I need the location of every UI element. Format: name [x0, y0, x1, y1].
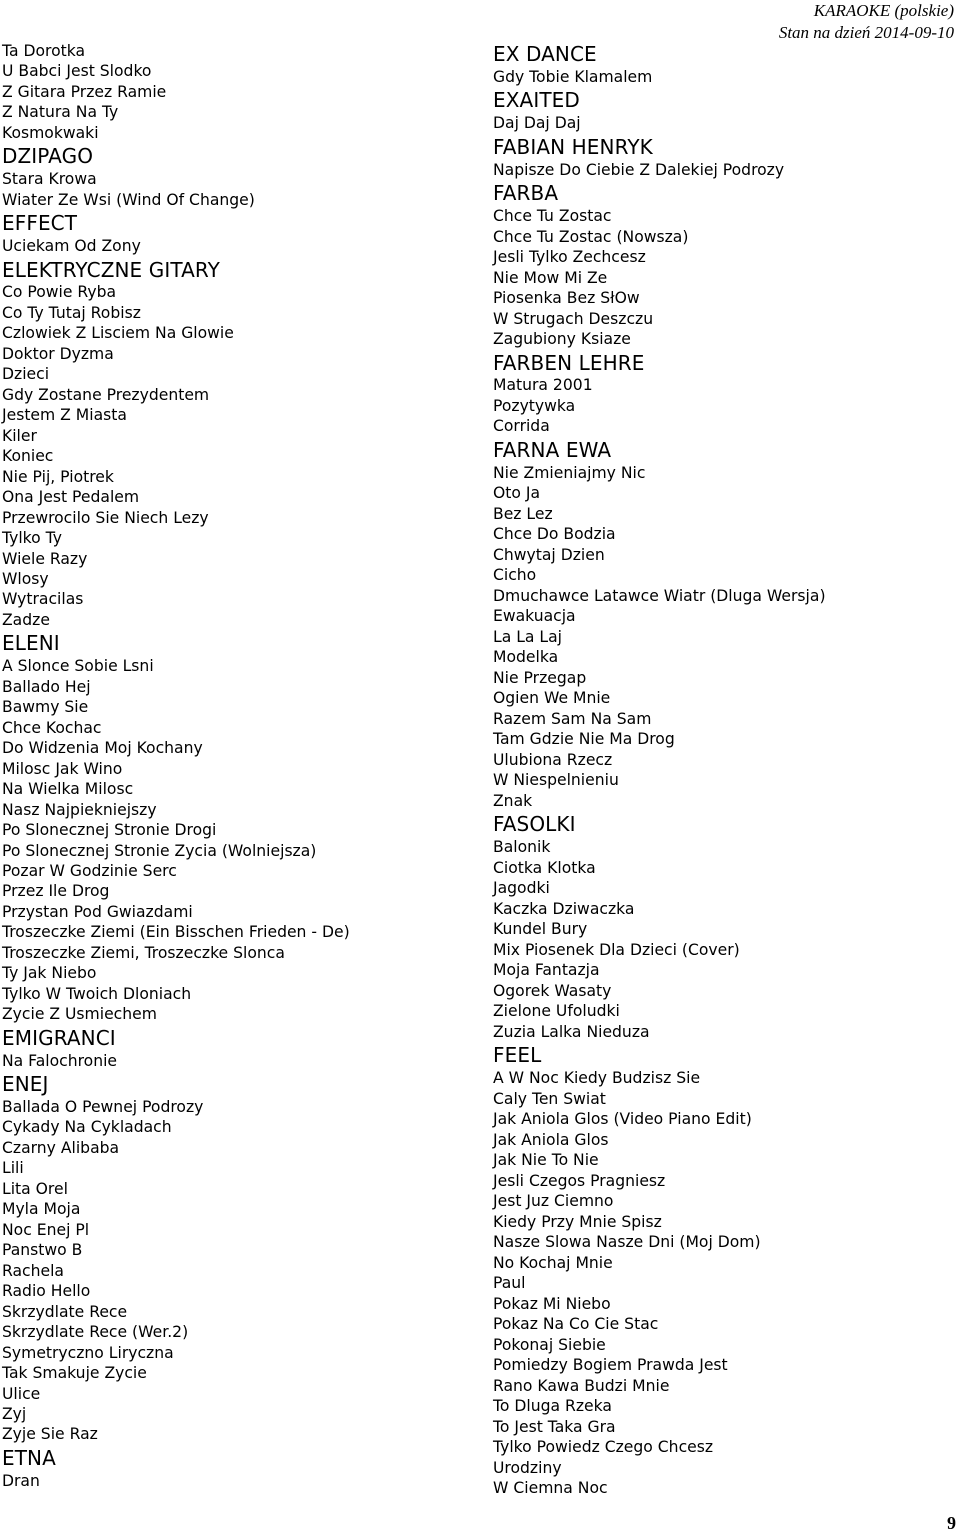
song-title: Nie Przegap	[493, 668, 587, 687]
song-title: Kaczka Dziwaczka	[493, 899, 635, 918]
song-title: Czarny Alibaba	[2, 1138, 120, 1157]
song-title: Kundel Bury	[493, 920, 588, 939]
song-title: Stara Krowa	[2, 170, 97, 189]
song-title: Ulice	[2, 1384, 41, 1403]
artist-heading: FASOLKI	[493, 812, 576, 837]
song-title: Z Natura Na Ty	[2, 103, 119, 122]
song-title: Rano Kawa Budzi Mnie	[493, 1376, 670, 1395]
song-title: W Niespelnieniu	[493, 771, 619, 790]
song-title: Pozar W Godzinie Serc	[2, 861, 177, 880]
song-title: Napisze Do Ciebie Z Dalekiej Podrozy	[493, 160, 785, 179]
song-title: Ewakuacja	[493, 607, 576, 626]
song-title: Co Ty Tutaj Robisz	[2, 303, 141, 322]
right-column	[493, 41, 953, 1499]
song-title: Zadze	[2, 610, 50, 629]
song-title: Zielone Ufoludki	[493, 1002, 620, 1021]
song-title: Ballado Hej	[2, 677, 91, 696]
song-title: Przez Ile Drog	[2, 882, 110, 901]
song-title: Jak Aniola Glos (Video Piano Edit)	[493, 1110, 752, 1129]
song-title: Nie Zmieniajmy Nic	[493, 463, 646, 482]
artist-heading: EMIGRANCI	[2, 1025, 116, 1050]
song-title: Paul	[493, 1274, 526, 1293]
song-title: Cicho	[493, 566, 537, 585]
song-title: Wytracilas	[2, 590, 84, 609]
song-title: Tak Smakuje Zycie	[2, 1364, 147, 1383]
song-title: Skrzydlate Rece	[2, 1302, 128, 1321]
song-title: Lili	[2, 1159, 24, 1178]
song-title: Skrzydlate Rece (Wer.2)	[2, 1323, 189, 1342]
song-title: Radio Hello	[2, 1282, 91, 1301]
artist-heading: EXAITED	[493, 88, 580, 113]
song-title: Tylko Powiedz Czego Chcesz	[493, 1438, 714, 1457]
song-title: Z Gitara Przez Ramie	[2, 82, 167, 101]
song-title: Na Wielka Milosc	[2, 780, 134, 799]
left-column	[2, 41, 472, 1491]
song-title: Zagubiony Ksiaze	[493, 330, 631, 349]
artist-heading: DZIPAGO	[2, 144, 94, 169]
song-title: To Dluga Rzeka	[493, 1397, 612, 1416]
song-title: Przewrocilo Sie Niech Lezy	[2, 508, 209, 527]
song-title: Chwytaj Dzien	[493, 545, 605, 564]
song-title: Pomiedzy Bogiem Prawda Jest	[493, 1356, 728, 1375]
song-title: W Ciemna Noc	[493, 1479, 608, 1498]
song-title: Jak Aniola Glos	[493, 1130, 609, 1149]
song-title: Do Widzenia Moj Kochany	[2, 739, 203, 758]
song-title: Myla Moja	[2, 1200, 81, 1219]
song-title: Cykady Na Cykladach	[2, 1118, 172, 1137]
song-title: Doktor Dyzma	[2, 344, 114, 363]
song-title: To Jest Taka Gra	[493, 1417, 616, 1436]
song-title: Bawmy Sie	[2, 698, 89, 717]
artist-heading: EX DANCE	[493, 42, 597, 66]
song-title: Jak Nie To Nie	[493, 1151, 599, 1170]
song-title: Czlowiek Z Lisciem Na Glowie	[2, 324, 234, 343]
artist-heading: ETNA	[2, 1445, 56, 1470]
song-title: La La Laj	[493, 627, 562, 646]
song-title: Koniec	[2, 447, 54, 466]
song-title: Gdy Zostane Prezydentem	[2, 385, 210, 404]
song-title: Ty Jak Niebo	[2, 964, 97, 983]
artist-heading: FARBEN LEHRE	[493, 350, 645, 375]
song-title: Chce Tu Zostac	[493, 207, 612, 226]
song-title: Nie Mow Mi Ze	[493, 268, 608, 287]
song-title: No Kochaj Mnie	[493, 1253, 613, 1272]
song-title: Ogorek Wasaty	[493, 981, 612, 1000]
song-title: Pokonaj Siebie	[493, 1335, 606, 1354]
song-title: Ta Dorotka	[2, 42, 86, 60]
song-title: Ona Jest Pedalem	[2, 488, 140, 507]
song-title: U Babci Jest Slodko	[2, 62, 152, 81]
song-title: Jagodki	[493, 879, 550, 898]
header-date: Stan na dzień 2014-09-10	[778, 23, 954, 42]
song-title: Jesli Czegos Pragniesz	[493, 1171, 666, 1190]
song-title: Po Slonecznej Stronie Zycia (Wolniejsza)	[2, 841, 317, 860]
artist-heading: EFFECT	[2, 211, 78, 236]
song-title: Kosmokwaki	[2, 123, 99, 142]
song-title: Chce Kochac	[2, 718, 102, 737]
song-title: Dmuchawce Latawce Wiatr (Dluga Wersja)	[493, 586, 826, 605]
song-title: Nie Pij, Piotrek	[2, 467, 114, 486]
song-title: Urodziny	[493, 1458, 562, 1477]
song-title: Panstwo B	[2, 1241, 83, 1260]
song-title: Ciotka Klotka	[493, 858, 596, 877]
song-title: Pokaz Na Co Cie Stac	[493, 1315, 659, 1334]
song-title: Ballada O Pewnej Podrozy	[2, 1097, 204, 1116]
song-title: Lita Orel	[2, 1179, 68, 1198]
song-title: Milosc Jak Wino	[2, 759, 123, 778]
song-title: Dran	[2, 1471, 40, 1490]
song-title: Ulubiona Rzecz	[493, 750, 613, 769]
song-title: Chce Do Bodzia	[493, 525, 616, 544]
song-title: Gdy Tobie Klamalem	[493, 67, 653, 86]
song-title: Uciekam Od Zony	[2, 237, 141, 256]
artist-heading: ELENI	[2, 631, 60, 656]
song-title: Ogien We Mnie	[493, 689, 611, 708]
song-title: Znak	[493, 791, 533, 810]
song-title: Troszeczke Ziemi (Ein Bisschen Frieden - De)	[2, 923, 350, 942]
song-title: Symetryczno Liryczna	[2, 1343, 174, 1362]
song-title: Oto Ja	[493, 484, 541, 503]
artist-heading: FABIAN HENRYK	[493, 134, 653, 159]
song-title: Noc Enej Pl	[2, 1220, 90, 1239]
song-title: Jestem Z Miasta	[2, 406, 127, 425]
song-title: Piosenka Bez SłOw	[493, 289, 640, 308]
song-title: Balonik	[493, 838, 551, 857]
song-title: Modelka	[493, 648, 559, 667]
song-title: Daj Daj Daj	[493, 114, 581, 133]
song-title: Zyje Sie Raz	[2, 1425, 98, 1444]
page-header	[779, 0, 954, 44]
song-title: Corrida	[493, 417, 550, 436]
song-title: Troszeczke Ziemi, Troszeczke Slonca	[2, 943, 285, 962]
song-title: Kiler	[2, 426, 37, 445]
page-number: 9	[947, 1513, 956, 1533]
song-title: Tam Gdzie Nie Ma Drog	[493, 730, 675, 749]
song-title: Nasz Najpiekniejszy	[2, 800, 157, 819]
song-title: Chce Tu Zostac (Nowsza)	[493, 227, 689, 246]
song-title: Pozytywka	[493, 396, 576, 415]
song-title: Rachela	[2, 1261, 64, 1280]
song-title: Pokaz Mi Niebo	[493, 1294, 611, 1313]
song-title: Dzieci	[2, 365, 50, 384]
artist-heading: ELEKTRYCZNE GITARY	[2, 257, 220, 282]
song-title: Wiater Ze Wsi (Wind Of Change)	[2, 190, 255, 209]
song-title: Zycie Z Usmiechem	[2, 1005, 157, 1024]
song-title: Wiele Razy	[2, 549, 88, 568]
song-title: Tylko Ty	[2, 529, 62, 548]
artist-heading: FARBA	[493, 181, 559, 206]
artist-heading: FARNA EWA	[493, 437, 612, 462]
song-title: Kiedy Przy Mnie Spisz	[493, 1212, 662, 1231]
song-title: A Slonce Sobie Lsni	[2, 657, 154, 676]
song-title: Mix Piosenek Dla Dzieci (Cover)	[493, 940, 740, 959]
song-title: Bez Lez	[493, 504, 553, 523]
song-title: Razem Sam Na Sam	[493, 709, 652, 728]
song-title: A W Noc Kiedy Budzisz Sie	[493, 1069, 701, 1088]
song-title: Tylko W Twoich Dloniach	[2, 984, 192, 1003]
song-title: Jest Juz Ciemno	[493, 1192, 614, 1211]
song-title: Po Slonecznej Stronie Drogi	[2, 821, 217, 840]
song-title: Caly Ten Swiat	[493, 1089, 606, 1108]
song-title: Wlosy	[2, 569, 49, 588]
artist-heading: ENEJ	[2, 1072, 49, 1097]
song-title: Przystan Pod Gwiazdami	[2, 902, 193, 921]
song-title: Matura 2001	[493, 376, 593, 395]
artist-heading: FEEL	[493, 1043, 542, 1068]
song-title: Jesli Tylko Zechcesz	[493, 248, 646, 267]
song-title: Na Falochronie	[2, 1051, 118, 1070]
song-title: Co Powie Ryba	[2, 283, 117, 302]
header-title: KARAOKE (polskie)	[813, 1, 954, 20]
song-title: W Strugach Deszczu	[493, 309, 654, 328]
song-title: Zyj	[2, 1405, 27, 1423]
song-title: Moja Fantazja	[493, 961, 600, 980]
song-title: Nasze Slowa Nasze Dni (Moj Dom)	[493, 1233, 761, 1252]
song-title: Zuzia Lalka Nieduza	[493, 1022, 650, 1041]
